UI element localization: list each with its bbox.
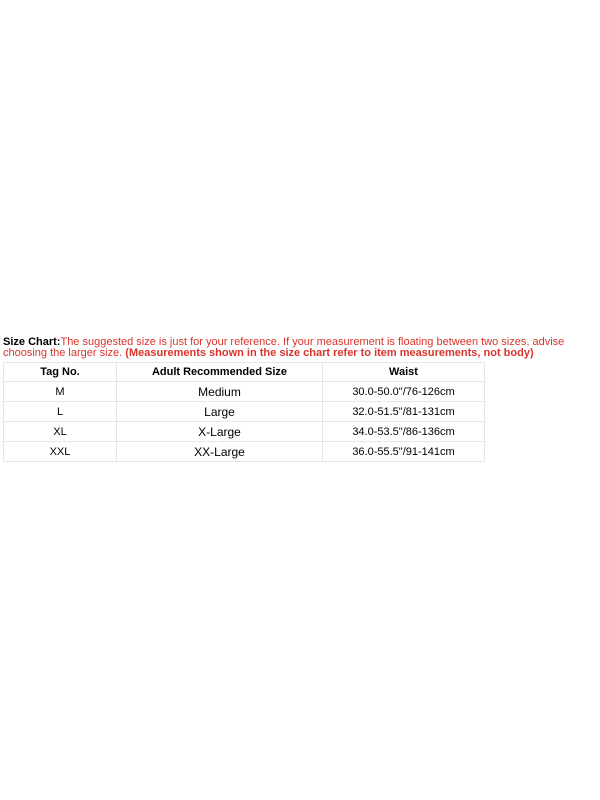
waist-cell: 36.0-55.5"/91-141cm [323,442,485,462]
waist-cell: 30.0-50.0"/76-126cm [323,382,485,402]
table-row [4,382,485,402]
table-header-row [4,363,485,382]
size-chart-label: Size Chart: [3,336,61,348]
waist-cell: 32.0-51.5"/81-131cm [323,402,485,422]
recommended-size-cell: Large [117,402,323,422]
tag-no-cell: XXL [4,442,117,462]
header-recommended-size: Adult Recommended Size [117,363,323,382]
header-tag-no: Tag No. [4,363,117,382]
tag-no-cell: M [4,382,117,402]
size-chart-intro [3,337,600,359]
table-row [4,402,485,422]
header-waist: Waist [323,363,485,382]
recommended-size-cell: X-Large [117,422,323,442]
table-row [4,442,485,462]
tag-no-cell: XL [4,422,117,442]
size-suggestion-note: The suggested size is just for your reference. If your measurement is floating between two sizes, advise choosing the larger size. [3,336,565,359]
measurement-disclaimer: (Measurements shown in the size chart refer to item measurements, not body) [125,347,534,359]
table-row [4,422,485,442]
recommended-size-cell: XX-Large [117,442,323,462]
waist-cell: 34.0-53.5"/86-136cm [323,422,485,442]
size-table [3,362,485,462]
recommended-size-cell: Medium [117,382,323,402]
size-chart [3,337,600,462]
tag-no-cell: L [4,402,117,422]
